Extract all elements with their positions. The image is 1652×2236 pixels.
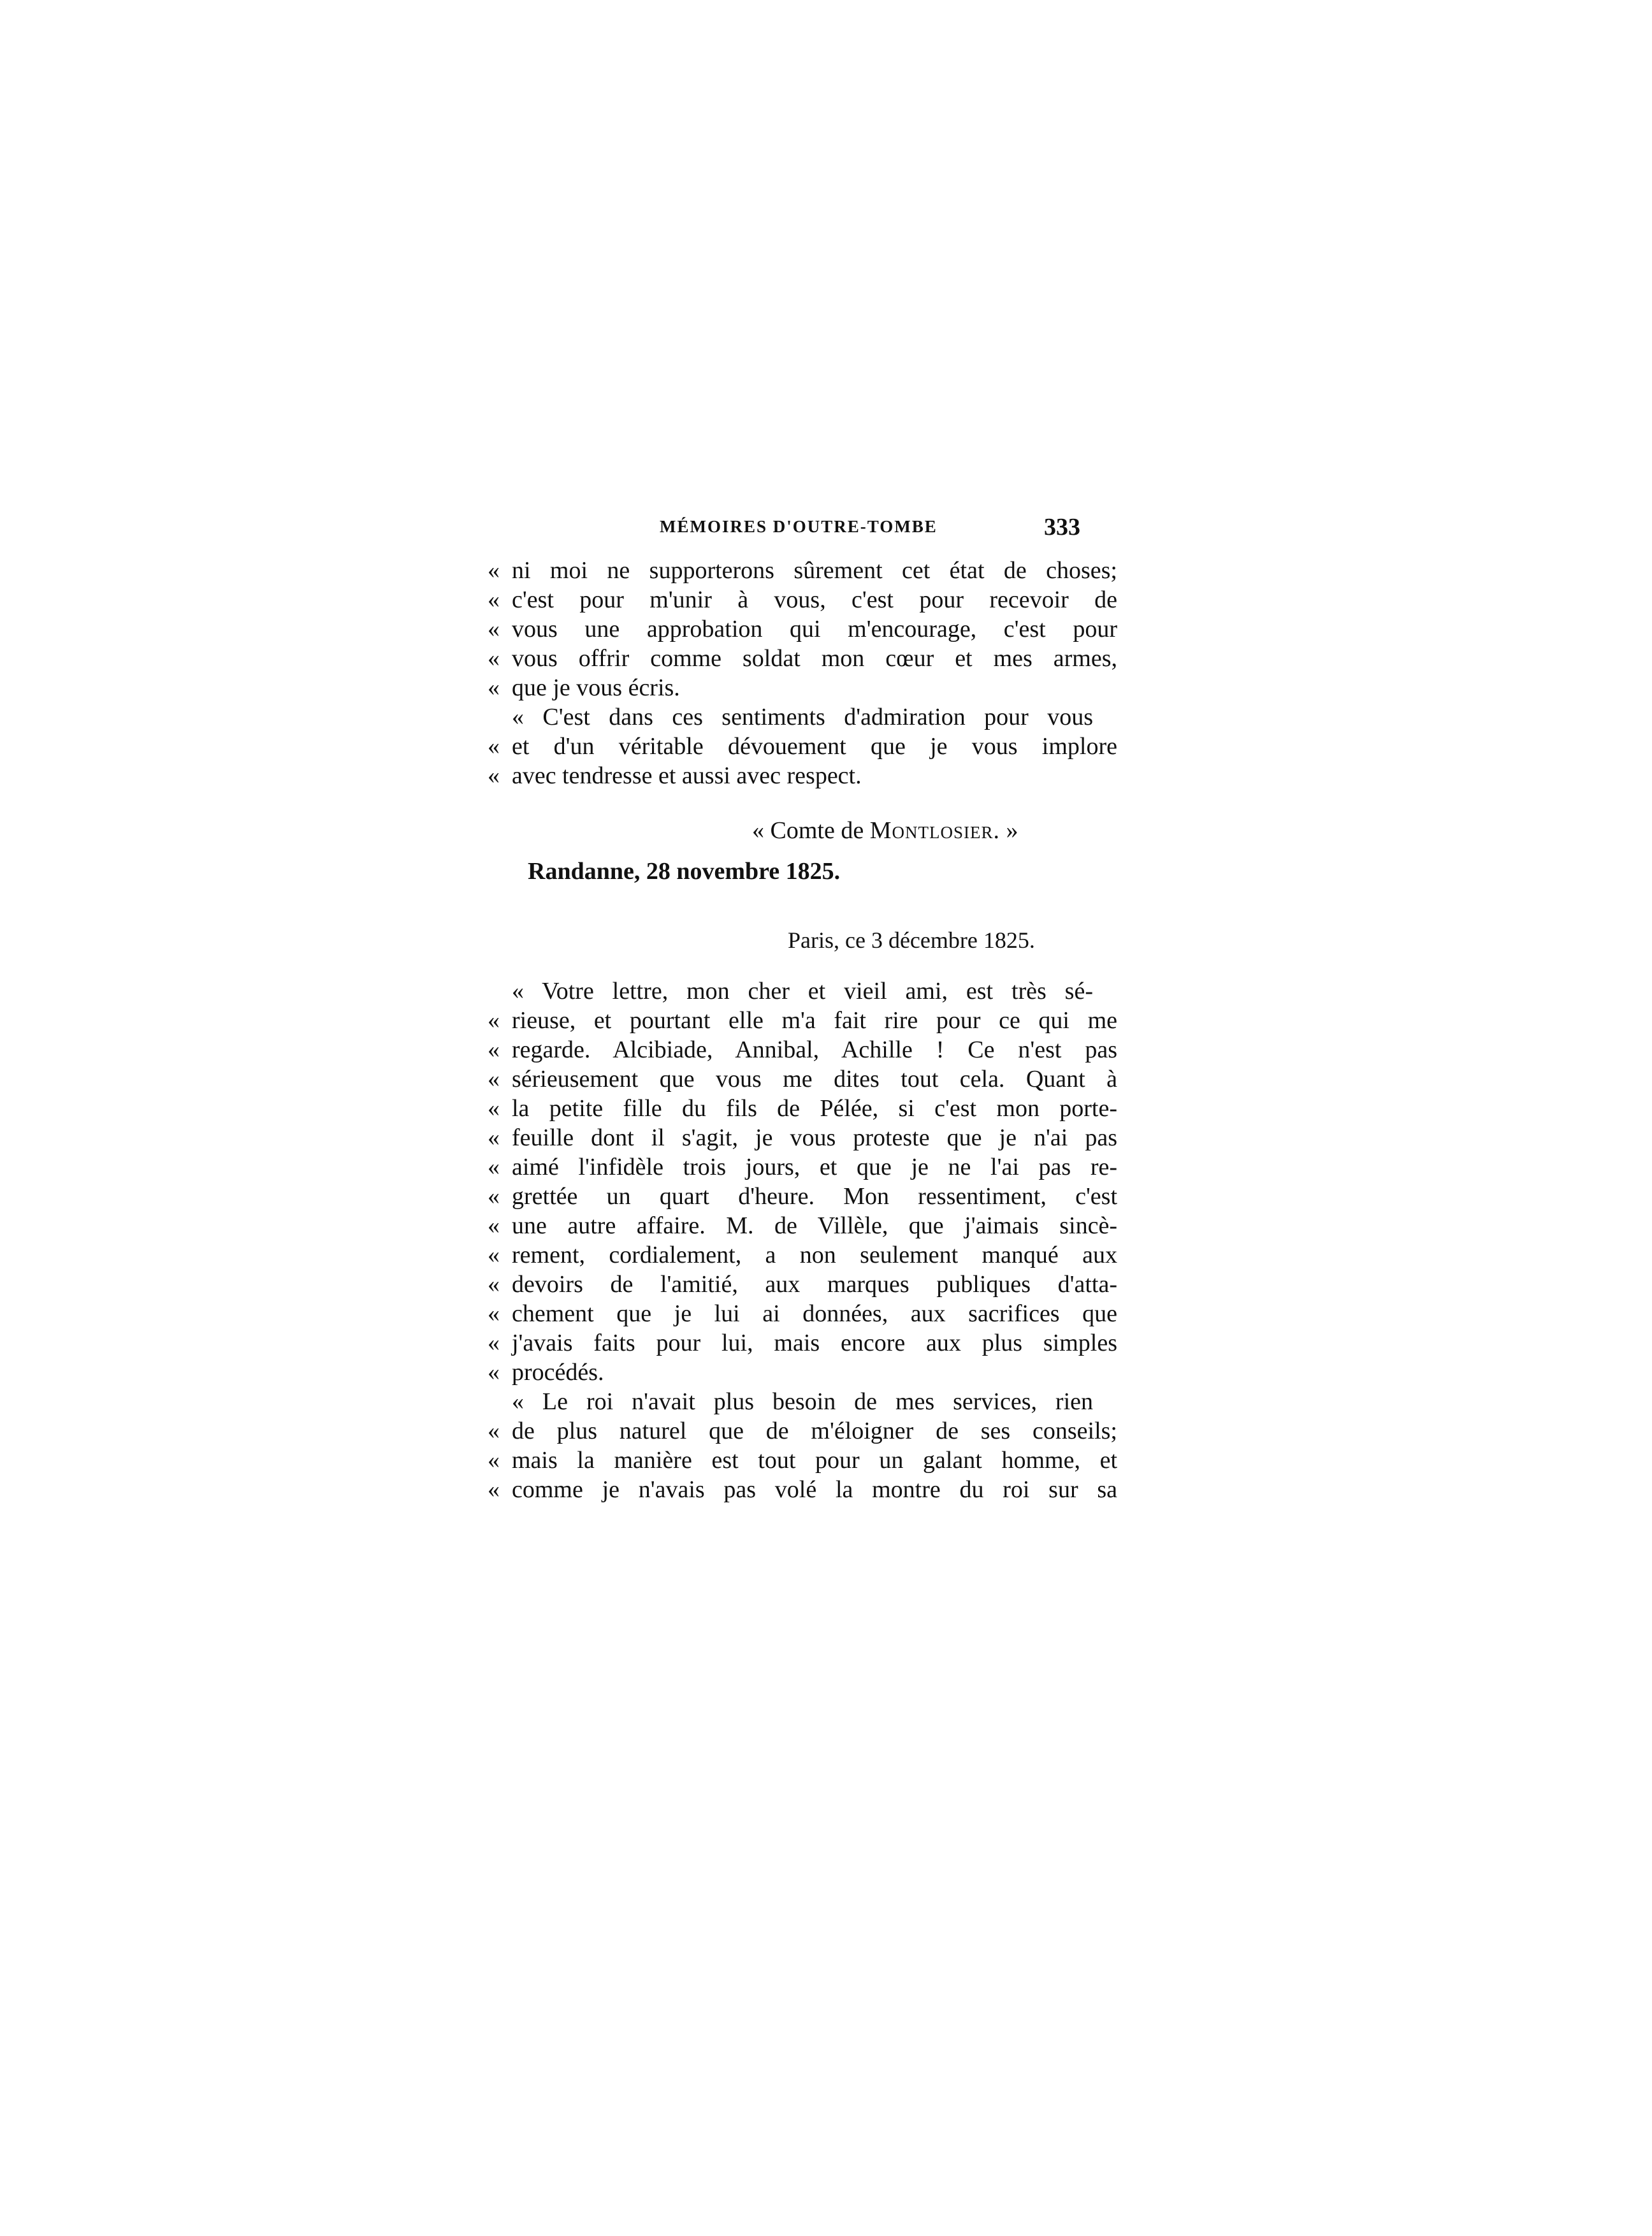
text-line [488, 584, 1125, 616]
quote-mark: « [488, 1330, 500, 1356]
line-text: rieuse, et pourtant elle m'a fait rire pour ce qui me [512, 1007, 1117, 1034]
line-text: procédés. [512, 1359, 604, 1386]
text-line [488, 672, 1125, 704]
quote-mark: « [488, 674, 500, 701]
line-text: comme je n'avais pas volé la montre du roi sur sa [512, 1476, 1117, 1503]
text-line [488, 760, 1125, 792]
line-text: « C'est dans ces sentiments d'admiration pour vous [512, 704, 1093, 730]
quote-mark: « [488, 762, 500, 789]
quote-mark: « [488, 1271, 500, 1298]
text-line [488, 555, 1125, 586]
line-text: « Votre lettre, mon cher et vieil ami, est très sé- [512, 978, 1093, 1005]
text-line [488, 1415, 1125, 1447]
line-text: rement, cordialement, a non seulement manqué aux [512, 1242, 1117, 1268]
quote-mark: « [488, 1476, 500, 1503]
text-line [488, 730, 1125, 762]
quote-mark: « [488, 586, 500, 613]
text-line [488, 1034, 1125, 1066]
quote-mark: « [488, 616, 500, 642]
quote-mark: « [488, 733, 500, 760]
line-text: de plus naturel que de m'éloigner de ses conseils; [512, 1418, 1117, 1444]
quote-mark: « [488, 1212, 500, 1239]
signature [752, 815, 1018, 846]
line-text: c'est pour m'unir à vous, c'est pour recevoir de [512, 586, 1117, 613]
letter-place-date: Paris, ce 3 décembre 1825. [788, 927, 1035, 953]
signature-name: Montlosier. [869, 817, 1000, 844]
quote-mark: « [488, 1447, 500, 1474]
line-text: que je vous écris. [512, 674, 680, 701]
text-line [488, 1210, 1125, 1242]
quote-mark: « [488, 1124, 500, 1151]
quote-mark: « [488, 645, 500, 672]
quote-mark: « [488, 557, 500, 584]
paragraph-first-line [512, 975, 1149, 1007]
quote-mark: « [488, 1154, 500, 1180]
signature-prefix: « Comte de [752, 817, 870, 844]
text-line [488, 1180, 1125, 1212]
line-text: ni moi ne supporterons sûrement cet état de choses; [512, 557, 1117, 584]
line-text: sérieusement que vous me dites tout cela. Quant à [512, 1066, 1117, 1093]
running-title: MÉMOIRES D'OUTRE-TOMBE [660, 517, 938, 536]
line-text: avec tendresse et aussi avec respect. [512, 762, 862, 789]
paragraph-first-line [512, 701, 1149, 733]
line-text: aimé l'infidèle trois jours, et que je ne l'ai pas re- [512, 1154, 1117, 1180]
text-line [488, 1151, 1125, 1183]
quote-mark: « [488, 1300, 500, 1327]
line-text: grettée un quart d'heure. Mon ressentiment, c'est [512, 1183, 1117, 1210]
line-text: vous une approbation qui m'encourage, c'est pour [512, 616, 1117, 642]
text-line [488, 1239, 1125, 1271]
text-line [488, 1474, 1125, 1506]
line-text: mais la manière est tout pour un galant homme, et [512, 1447, 1117, 1474]
dateline: Randanne, 28 novembre 1825. [528, 858, 841, 885]
line-text: feuille dont il s'agit, je vous proteste que je n'ai pas [512, 1124, 1117, 1151]
text-line [488, 613, 1125, 645]
paragraph-first-line [512, 1386, 1149, 1418]
line-text: regarde. Alcibiade, Annibal, Achille ! Ce n'est pas [512, 1036, 1117, 1063]
quote-mark: « [488, 1183, 500, 1210]
text-line [488, 1268, 1125, 1300]
text-line [488, 1327, 1125, 1359]
page-number: 333 [1044, 514, 1080, 541]
text-line [488, 642, 1125, 674]
text-line [488, 1298, 1125, 1330]
text-line [488, 1063, 1125, 1095]
text-line [488, 1444, 1125, 1476]
text-line [488, 1005, 1125, 1036]
text-line [488, 1356, 1125, 1388]
line-text: et d'un véritable dévouement que je vous implore [512, 733, 1117, 760]
quote-mark: « [488, 1095, 500, 1122]
text-line [488, 1093, 1125, 1124]
line-text: une autre affaire. M. de Villèle, que j'aimais sincè- [512, 1212, 1117, 1239]
line-text: la petite fille du fils de Pélée, si c'est mon porte- [512, 1095, 1117, 1122]
quote-mark: « [488, 1066, 500, 1093]
quote-mark: « [488, 1036, 500, 1063]
line-text: devoirs de l'amitié, aux marques publiques d'atta- [512, 1271, 1117, 1298]
quote-mark: « [488, 1359, 500, 1386]
line-text: j'avais faits pour lui, mais encore aux plus simples [512, 1330, 1117, 1356]
text-line [488, 1122, 1125, 1154]
signature-suffix: » [999, 817, 1018, 844]
line-text: chement que je lui ai données, aux sacrifices que [512, 1300, 1117, 1327]
line-text: « Le roi n'avait plus besoin de mes services, rien [512, 1388, 1093, 1415]
quote-mark: « [488, 1242, 500, 1268]
quote-mark: « [488, 1418, 500, 1444]
line-text: vous offrir comme soldat mon cœur et mes armes, [512, 645, 1117, 672]
quote-mark: « [488, 1007, 500, 1034]
running-head [660, 513, 1080, 545]
